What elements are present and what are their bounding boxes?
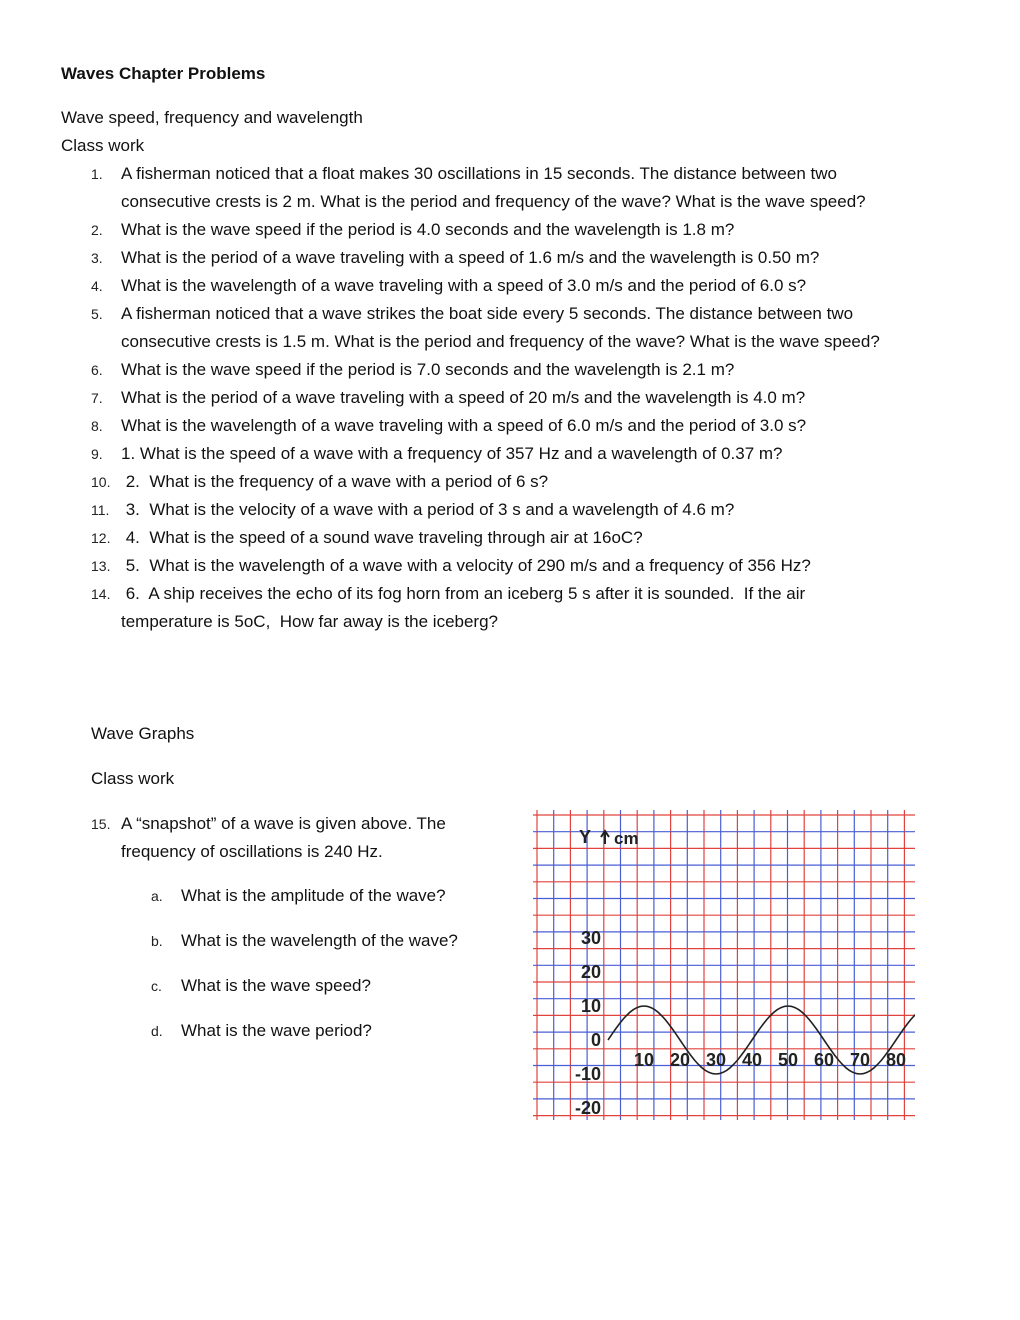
y-axis-unit: cm	[614, 829, 639, 848]
problem-number: 3.	[91, 250, 103, 266]
x-tick-label: 10	[633, 1050, 655, 1070]
problem-number: 5.	[91, 306, 103, 322]
subquestion-text: What is the amplitude of the wave?	[181, 886, 446, 905]
x-tick-label: 30	[705, 1050, 727, 1070]
y-tick-label: -10	[574, 1064, 601, 1084]
problem-text: temperature is 5oC, How far away is the iceberg?	[121, 612, 499, 631]
problem-number: 6.	[91, 362, 103, 378]
x-tick-label: 40	[741, 1050, 763, 1070]
problem-number: 2.	[91, 222, 103, 238]
subquestion-text: What is the wave speed?	[181, 976, 371, 995]
problem-text: frequency of oscillations is 240 Hz.	[121, 842, 383, 861]
problem-number: 9.	[91, 446, 103, 462]
section-subheading: Class work	[91, 769, 175, 788]
problem-text: What is the wavelength of a wave traveling with a speed of 3.0 m/s and the period of 6.0 s?	[121, 276, 807, 295]
problem-number: 10.	[91, 474, 111, 490]
problem-number: 8.	[91, 418, 103, 434]
problem-number: 11.	[91, 502, 110, 518]
problem-text: A “snapshot” of a wave is given above. The	[121, 814, 446, 833]
y-tick-label: 20	[580, 962, 601, 982]
problem-text: 6. A ship receives the echo of its fog horn from an iceberg 5 s after it is sounded. If the air	[121, 584, 806, 603]
problem-text: What is the period of a wave traveling with a speed of 20 m/s and the wavelength is 4.0 m?	[121, 388, 806, 407]
section-subheading: Class work	[61, 136, 145, 155]
subquestion-letter: c.	[151, 978, 162, 994]
problem-number: 4.	[91, 278, 103, 294]
section-heading: Wave Graphs	[91, 724, 195, 743]
problem-text: 4. What is the speed of a sound wave traveling through air at 16oC?	[121, 528, 643, 547]
y-tick-label: 10	[580, 996, 601, 1016]
y-axis-label: Y	[579, 827, 592, 847]
subquestion-letter: a.	[151, 888, 163, 904]
x-tick-label: 50	[777, 1050, 799, 1070]
y-tick-label: -20	[574, 1098, 601, 1118]
problem-text: A fisherman noticed that a float makes 30 oscillations in 15 seconds. The distance between two	[121, 164, 837, 183]
subquestion-text: What is the wave period?	[181, 1021, 372, 1040]
problem-text: What is the period of a wave traveling with a speed of 1.6 m/s and the wavelength is 0.50 m?	[121, 248, 820, 267]
subquestion-text: What is the wavelength of the wave?	[181, 931, 458, 950]
problem-number: 13.	[91, 558, 111, 574]
x-tick-label: 80	[885, 1050, 907, 1070]
subquestion-letter: d.	[151, 1023, 163, 1039]
y-tick-label: 0	[590, 1030, 601, 1050]
y-axis-arrow	[601, 831, 609, 844]
problem-text: 1. What is the speed of a wave with a frequency of 357 Hz and a wavelength of 0.37 m?	[121, 444, 783, 463]
problem-number: 14.	[91, 586, 111, 602]
problem-text: What is the wave speed if the period is 7.0 seconds and the wavelength is 2.1 m?	[121, 360, 735, 379]
section-heading: Wave speed, frequency and wavelength	[61, 108, 363, 127]
page-title: Waves Chapter Problems	[61, 64, 266, 83]
x-tick-label: 20	[669, 1050, 691, 1070]
problem-number: 1.	[91, 166, 103, 182]
problem-number: 7.	[91, 390, 103, 406]
wave-graph	[533, 810, 915, 1120]
problem-text: What is the wave speed if the period is 4.0 seconds and the wavelength is 1.8 m?	[121, 220, 735, 239]
problem-number: 12.	[91, 530, 111, 546]
problem-text: A fisherman noticed that a wave strikes the boat side every 5 seconds. The distance between two	[121, 304, 854, 323]
subquestion-letter: b.	[151, 933, 163, 949]
x-tick-label: 60	[813, 1050, 835, 1070]
problem-text: consecutive crests is 1.5 m. What is the period and frequency of the wave? What is the wave speed?	[121, 332, 880, 351]
problem-number: 15.	[91, 816, 111, 832]
problem-text: consecutive crests is 2 m. What is the period and frequency of the wave? What is the wave speed?	[121, 192, 866, 211]
y-tick-label: 30	[580, 928, 601, 948]
x-tick-label: 70	[849, 1050, 871, 1070]
problem-text: What is the wavelength of a wave traveling with a speed of 6.0 m/s and the period of 3.0 s?	[121, 416, 807, 435]
problem-text: 3. What is the velocity of a wave with a period of 3 s and a wavelength of 4.6 m?	[121, 500, 735, 519]
problem-text: 5. What is the wavelength of a wave with a velocity of 290 m/s and a frequency of 356 Hz?	[121, 556, 811, 575]
problem-text: 2. What is the frequency of a wave with a period of 6 s?	[121, 472, 549, 491]
